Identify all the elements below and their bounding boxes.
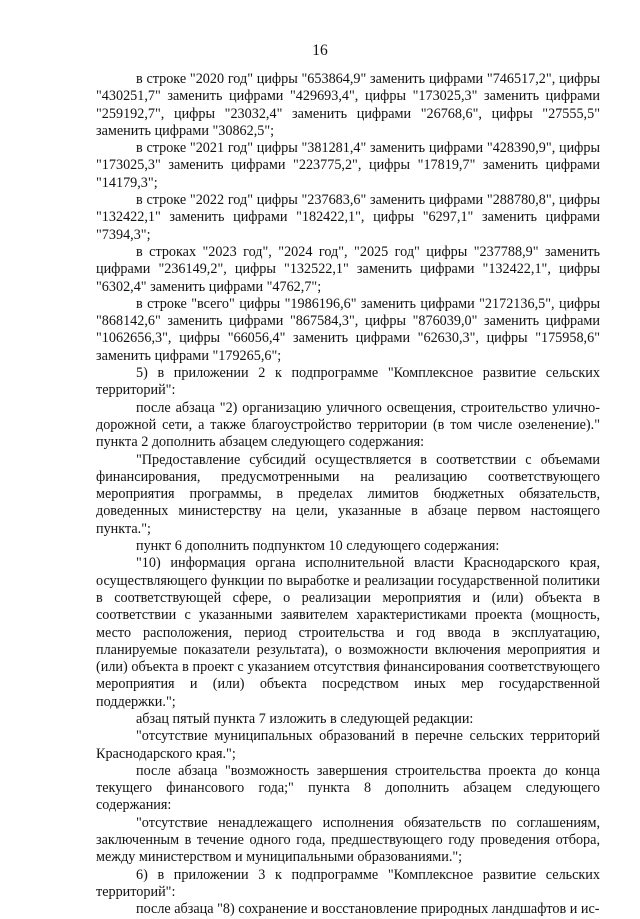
paragraph: в строках "2023 год", "2024 год", "2025 год" цифры "237788,9" заменить цифрами "236149,2", цифры "132522,1" заменить цифрами "132422,1", цифры "6302,4" заменить цифрами "4762,7"; bbox=[96, 243, 600, 295]
paragraph: 5) в приложении 2 к подпрограмме "Комплексное развитие сельских территорий": bbox=[96, 365, 600, 399]
page-number: 16 bbox=[312, 42, 328, 59]
paragraph: "Предоставление субсидий осуществляется в соответствии с объемами финансирования, предусмотренными на реализацию соответствующего мероприятия программы, в пределах лимитов бюджетных обязательств, доведенных министерству на цели, указанные в абзаце первом настоящего пункта."; bbox=[96, 451, 600, 537]
paragraph: "отсутствие муниципальных образований в перечне сельских территорий Краснодарского края."; bbox=[96, 728, 600, 762]
paragraph: "отсутствие ненадлежащего исполнения обязательств по соглашениям, заключенным в течение одного года, предшествующего году проведения отбора, между министерством и муниципальными образованиями."; bbox=[96, 814, 600, 866]
paragraph: в строке "2022 год" цифры "237683,6" заменить цифрами "288780,8", цифры "132422,1" заменить цифрами "182422,1", цифры "6297,1" заменить цифрами "7394,3"; bbox=[96, 192, 600, 243]
paragraph: абзац пятый пункта 7 изложить в следующей редакции: bbox=[136, 710, 474, 727]
paragraph: после абзаца "2) организацию уличного освещения, строительство улично-дорожной сети, а также благоустройство территории (в том числе озеленение)." пункта 2 дополнить абзацем следующего содержания: bbox=[96, 399, 600, 451]
paragraph: в строке "2020 год" цифры "653864,9" заменить цифрами "746517,2", цифры "430251,7" заменить цифрами "429693,4", цифры "173025,3" заменить цифрами "259192,7", цифры "23032,4" заменить цифрами "26768,6", цифры "27555,5" заменить цифрами "30862,5"; bbox=[96, 71, 600, 139]
paragraph: после абзаца "возможность завершения строительства проекта до конца текущего финансового года;" пункта 8 дополнить абзацем следующего содержания: bbox=[96, 762, 600, 814]
document-body bbox=[96, 71, 600, 919]
paragraph: после абзаца "8) сохранение и восстановление природных ландшафтов и ис- bbox=[136, 901, 600, 918]
paragraph: 6) в приложении 3 к подпрограмме "Комплексное развитие сельских территорий": bbox=[96, 866, 600, 900]
paragraph: в строке "всего" цифры "1986196,6" заменить цифрами "2172136,5", цифры "868142,6" заменить цифрами "867584,3", цифры "876039,0" заменить цифрами "1062656,3", цифры "66056,4" заменить цифрами "62630,3", цифры "175958,6" заменить цифрами "179265,6"; bbox=[96, 295, 600, 364]
paragraph: "10) информация органа исполнительной власти Краснодарского края, осуществляющего функции по выработке и реализации государственной политики в соответствующей сфере, о реализации мероприятия и (или) объекта в соответствии с указанными заявителем характеристиками проекта (мощность, место расположения, период строительства и год ввода в эксплуатацию, планируемые показатели результата), о возможности включения мероприятия и (или) объекта в проект с указанием отсутствия финансирования соответствующего мероприятия и (или) объекта посредством иных мер государственной поддержки."; bbox=[96, 555, 600, 710]
paragraph: в строке "2021 год" цифры "381281,4" заменить цифрами "428390,9", цифры "173025,3" заменить цифрами "223775,2", цифры "17819,7" заменить цифрами "14179,3"; bbox=[96, 140, 600, 191]
paragraph: пункт 6 дополнить подпунктом 10 следующего содержания: bbox=[136, 538, 500, 555]
